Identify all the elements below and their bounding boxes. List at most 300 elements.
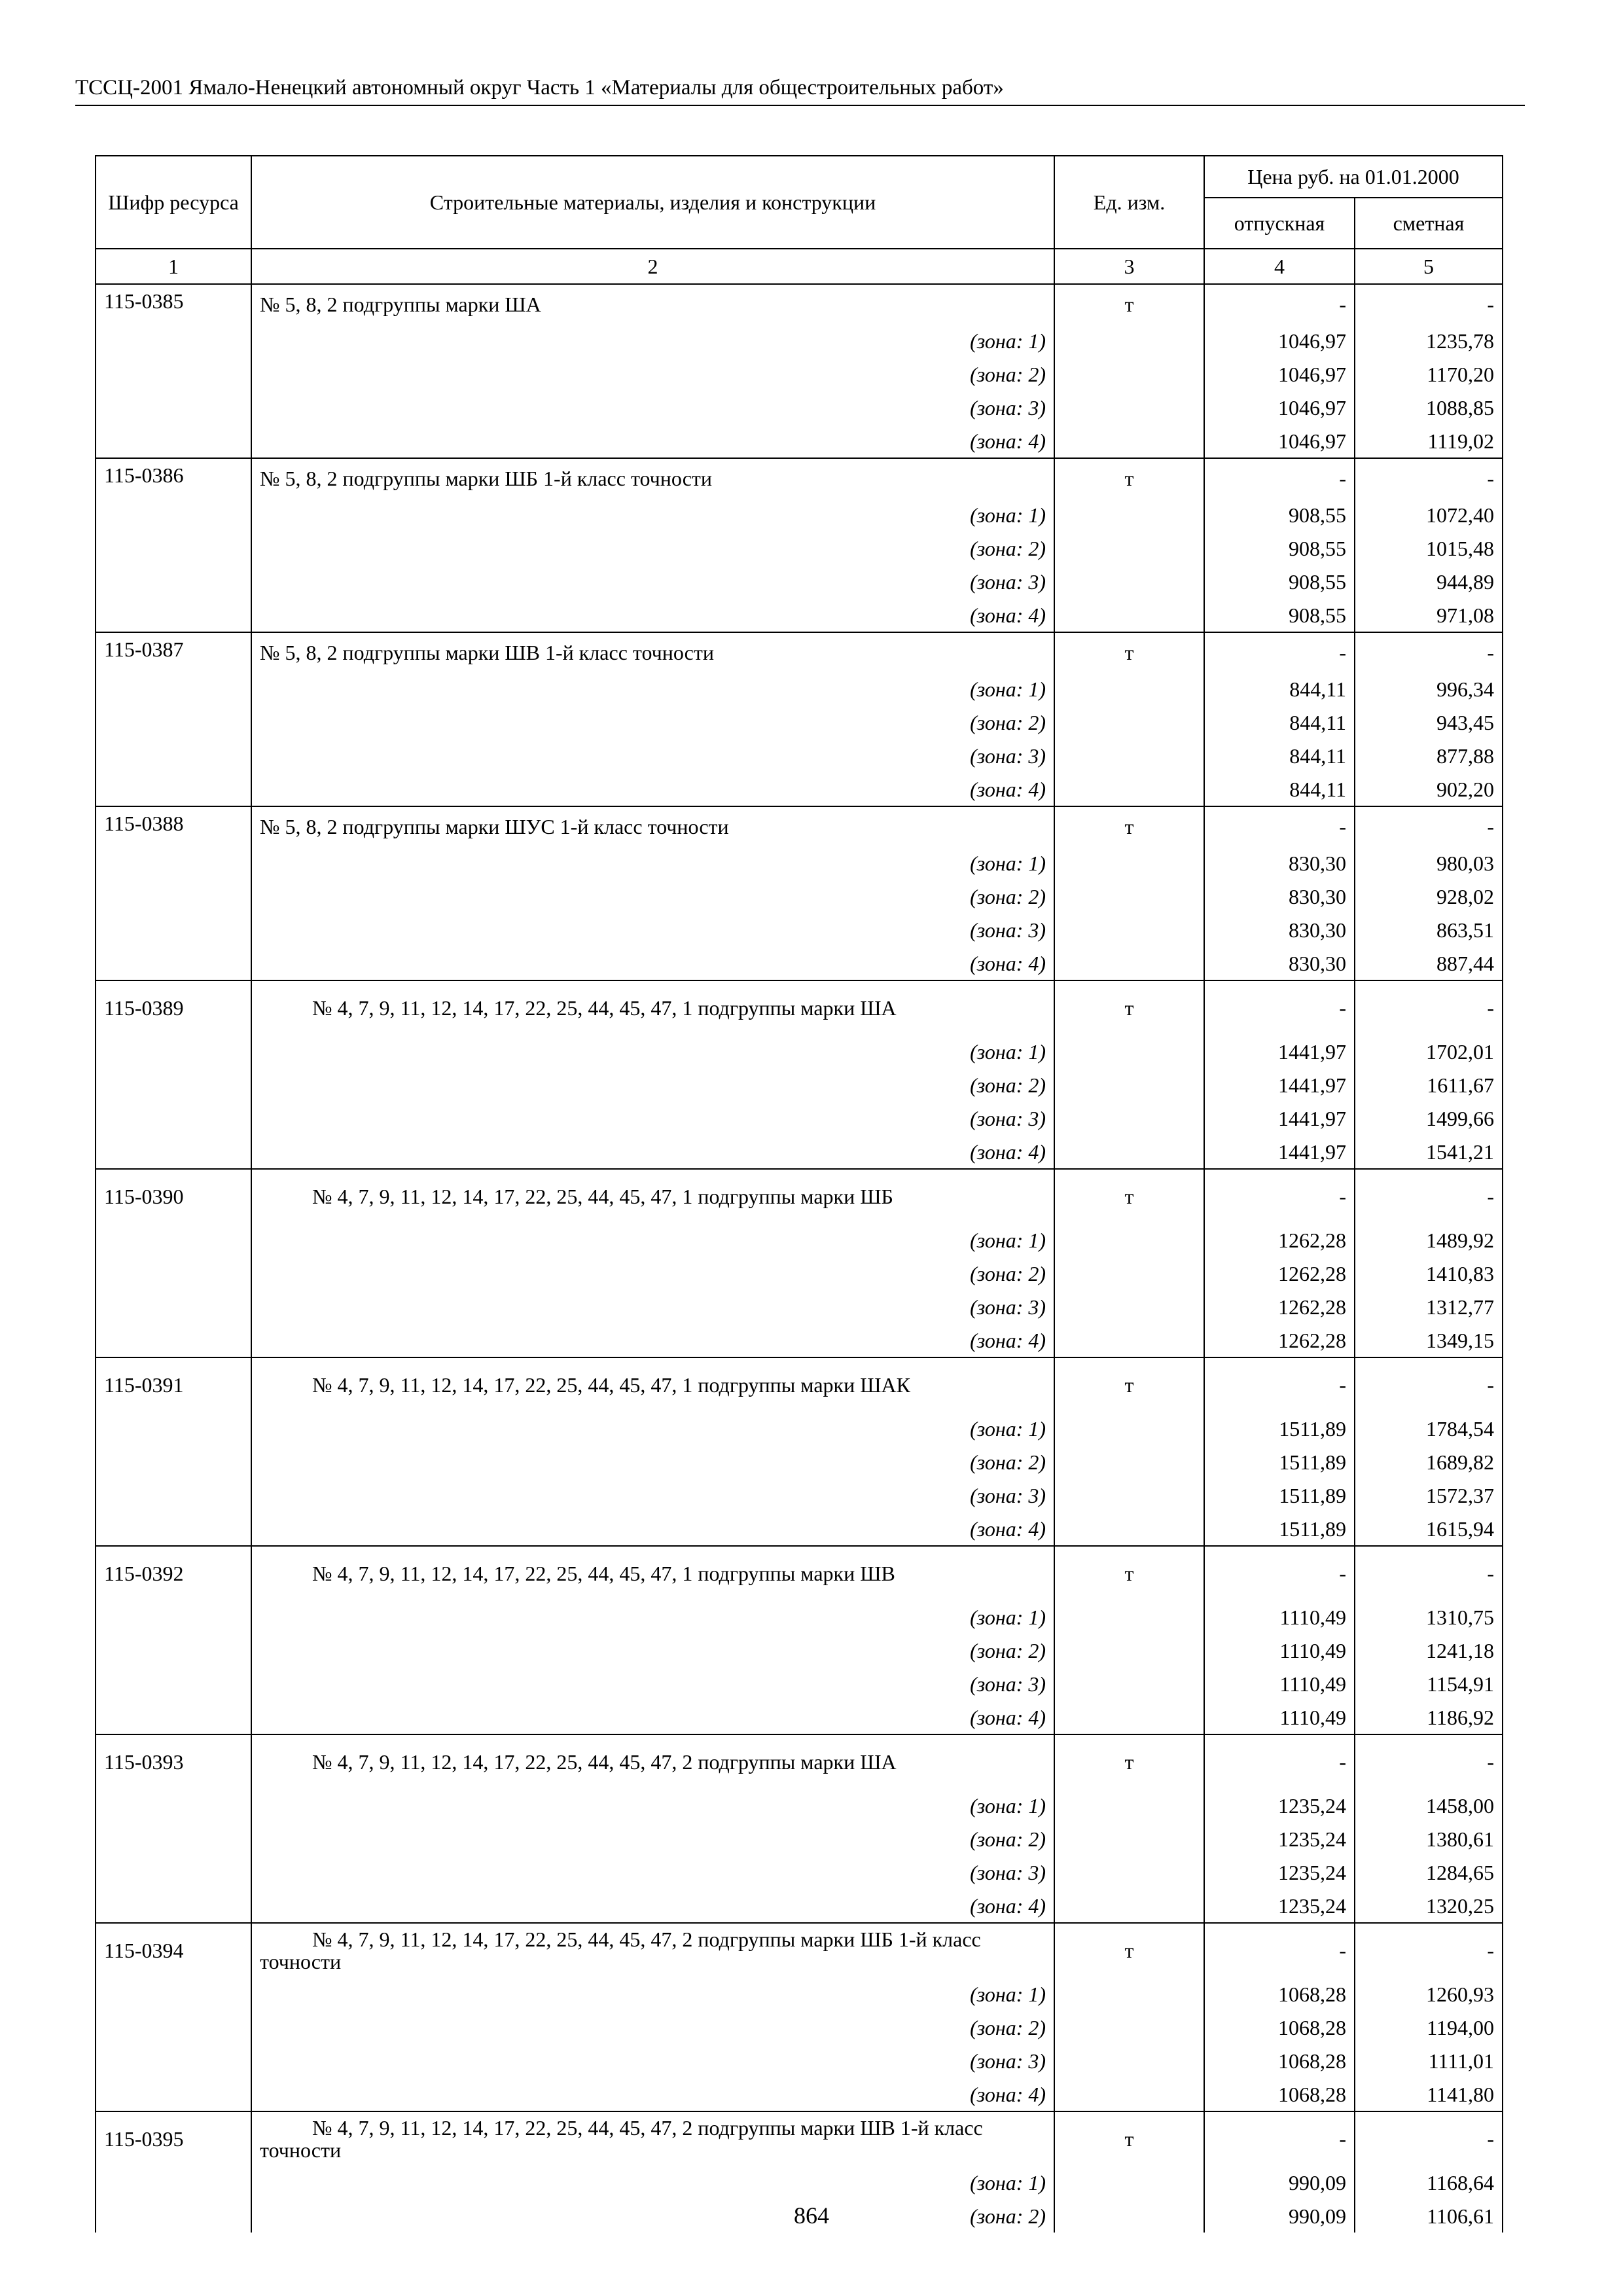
- zone-row: [96, 2166, 1503, 2199]
- empty-cell: [96, 1445, 251, 1479]
- empty-cell: [96, 672, 251, 706]
- empty-cell: [96, 531, 251, 565]
- zone-row: [96, 1257, 1503, 1290]
- material-name: № 4, 7, 9, 11, 12, 14, 17, 22, 25, 44, 45, 47, 2 подгруппы марки ШВ 1-й класс точности: [251, 2111, 1054, 2166]
- zone-label: (зона: 1): [251, 2166, 1054, 2199]
- estimate-price: 902,20: [1355, 772, 1503, 806]
- empty-cell: [96, 1889, 251, 1923]
- estimate-price: 1320,25: [1355, 1889, 1503, 1923]
- zone-label: (зона: 1): [251, 1412, 1054, 1445]
- release-price: 1110,49: [1204, 1634, 1355, 1667]
- release-price: 830,30: [1204, 946, 1355, 980]
- estimate-price: 928,02: [1355, 880, 1503, 913]
- release-price: 990,09: [1204, 2199, 1355, 2233]
- empty-cell: [1054, 498, 1204, 531]
- empty-cell: [1054, 880, 1204, 913]
- zone-label: (зона: 2): [251, 706, 1054, 739]
- empty-cell: [1054, 1223, 1204, 1257]
- resource-code: 115-0392: [96, 1546, 251, 1600]
- empty-cell: [96, 1600, 251, 1634]
- estimate-price: 1541,21: [1355, 1135, 1503, 1169]
- zone-label: (зона: 2): [251, 1445, 1054, 1479]
- estimate-price: 980,03: [1355, 846, 1503, 880]
- zone-row: [96, 946, 1503, 980]
- column-number: 1: [96, 249, 251, 284]
- estimate-price: 971,08: [1355, 598, 1503, 632]
- empty-cell: [96, 1323, 251, 1357]
- empty-cell: [1054, 1789, 1204, 1822]
- release-price: 1235,24: [1204, 1856, 1355, 1889]
- empty-cell: [1054, 1634, 1204, 1667]
- estimate-price: -: [1355, 632, 1503, 672]
- estimate-price: 1458,00: [1355, 1789, 1503, 1822]
- empty-cell: [1054, 1290, 1204, 1323]
- empty-cell: [1054, 1856, 1204, 1889]
- header-rule: [75, 105, 1525, 106]
- zone-row: [96, 1412, 1503, 1445]
- release-price: -: [1204, 2111, 1355, 2166]
- unit-cell: т: [1054, 284, 1204, 324]
- release-price: 908,55: [1204, 565, 1355, 598]
- empty-cell: [1054, 1667, 1204, 1700]
- empty-cell: [1054, 1445, 1204, 1479]
- page-header: ТССЦ-2001 Ямало-Ненецкий автономный округ Часть 1 «Материалы для общестроительных работ»: [75, 76, 1004, 99]
- zone-label: (зона: 4): [251, 2077, 1054, 2111]
- zone-label: (зона: 3): [251, 913, 1054, 946]
- estimate-price: 863,51: [1355, 913, 1503, 946]
- zone-label: (зона: 4): [251, 1135, 1054, 1169]
- empty-cell: [1054, 424, 1204, 458]
- release-price: -: [1204, 1169, 1355, 1223]
- release-price: 1262,28: [1204, 1323, 1355, 1357]
- empty-cell: [1054, 1479, 1204, 1512]
- empty-cell: [96, 565, 251, 598]
- resource-code: 115-0389: [96, 980, 251, 1035]
- zone-row: [96, 531, 1503, 565]
- empty-cell: [1054, 2044, 1204, 2077]
- zone-label: (зона: 3): [251, 565, 1054, 598]
- empty-cell: [1054, 706, 1204, 739]
- estimate-price: 1689,82: [1355, 1445, 1503, 1479]
- zone-row: [96, 1035, 1503, 1068]
- empty-cell: [1054, 1700, 1204, 1734]
- estimate-price: 1168,64: [1355, 2166, 1503, 2199]
- zone-row: [96, 913, 1503, 946]
- estimate-price: -: [1355, 284, 1503, 324]
- estimate-price: 877,88: [1355, 739, 1503, 772]
- unit-cell: т: [1054, 632, 1204, 672]
- empty-cell: [96, 913, 251, 946]
- zone-row: [96, 772, 1503, 806]
- zone-row: [96, 1223, 1503, 1257]
- empty-cell: [96, 846, 251, 880]
- resource-code: 115-0385: [96, 284, 251, 324]
- estimate-price: 1072,40: [1355, 498, 1503, 531]
- empty-cell: [1054, 846, 1204, 880]
- zone-row: [96, 324, 1503, 357]
- resource-code: 115-0390: [96, 1169, 251, 1223]
- empty-cell: [96, 706, 251, 739]
- estimate-price: 1784,54: [1355, 1412, 1503, 1445]
- estimate-price: 1119,02: [1355, 424, 1503, 458]
- release-price: 1068,28: [1204, 2011, 1355, 2044]
- column-number: 3: [1054, 249, 1204, 284]
- zone-label: (зона: 3): [251, 1856, 1054, 1889]
- empty-cell: [1054, 598, 1204, 632]
- material-name: № 4, 7, 9, 11, 12, 14, 17, 22, 25, 44, 45, 47, 2 подгруппы марки ШБ 1-й класс точности: [251, 1923, 1054, 1977]
- empty-cell: [96, 772, 251, 806]
- release-price: 908,55: [1204, 531, 1355, 565]
- table-row: [96, 1546, 1503, 1600]
- estimate-price: 1312,77: [1355, 1290, 1503, 1323]
- empty-cell: [1054, 672, 1204, 706]
- release-price: 830,30: [1204, 913, 1355, 946]
- unit-cell: т: [1054, 1357, 1204, 1412]
- release-price: 1511,89: [1204, 1479, 1355, 1512]
- zone-label: (зона: 3): [251, 1479, 1054, 1512]
- zone-label: (зона: 2): [251, 1257, 1054, 1290]
- zone-row: [96, 739, 1503, 772]
- estimate-price: 1088,85: [1355, 391, 1503, 424]
- table-row: [96, 1734, 1503, 1789]
- estimate-price: 1410,83: [1355, 1257, 1503, 1290]
- empty-cell: [1054, 1102, 1204, 1135]
- zone-row: [96, 2011, 1503, 2044]
- estimate-price: 1499,66: [1355, 1102, 1503, 1135]
- table-row: [96, 980, 1503, 1035]
- zone-row: [96, 357, 1503, 391]
- table-row: [96, 1357, 1503, 1412]
- table-row: [96, 1923, 1503, 1977]
- release-price: -: [1204, 806, 1355, 846]
- empty-cell: [96, 880, 251, 913]
- release-price: 1110,49: [1204, 1667, 1355, 1700]
- zone-label: (зона: 4): [251, 598, 1054, 632]
- estimate-price: -: [1355, 1734, 1503, 1789]
- estimate-price: -: [1355, 2111, 1503, 2166]
- release-price: 908,55: [1204, 498, 1355, 531]
- zone-row: [96, 880, 1503, 913]
- empty-cell: [1054, 565, 1204, 598]
- release-price: -: [1204, 1357, 1355, 1412]
- resource-code: 115-0395: [96, 2111, 251, 2166]
- zone-label: (зона: 1): [251, 324, 1054, 357]
- unit-cell: т: [1054, 806, 1204, 846]
- empty-cell: [96, 357, 251, 391]
- release-price: 1441,97: [1204, 1135, 1355, 1169]
- table-row: [96, 1169, 1503, 1223]
- estimate-price: 887,44: [1355, 946, 1503, 980]
- zone-row: [96, 565, 1503, 598]
- zone-label: (зона: 2): [251, 531, 1054, 565]
- header-unit: Ед. изм.: [1054, 156, 1204, 249]
- release-price: 1046,97: [1204, 391, 1355, 424]
- estimate-price: 1611,67: [1355, 1068, 1503, 1102]
- estimate-price: 943,45: [1355, 706, 1503, 739]
- release-price: 1235,24: [1204, 1822, 1355, 1856]
- resource-code: 115-0386: [96, 458, 251, 498]
- resource-code: 115-0388: [96, 806, 251, 846]
- table-row: [96, 632, 1503, 672]
- empty-cell: [96, 1412, 251, 1445]
- release-price: 1262,28: [1204, 1257, 1355, 1290]
- column-number: 2: [251, 249, 1054, 284]
- zone-row: [96, 1135, 1503, 1169]
- estimate-price: 944,89: [1355, 565, 1503, 598]
- column-number: 5: [1355, 249, 1503, 284]
- resource-code: 115-0391: [96, 1357, 251, 1412]
- estimate-price: -: [1355, 1357, 1503, 1412]
- estimate-price: 1349,15: [1355, 1323, 1503, 1357]
- unit-cell: т: [1054, 1546, 1204, 1600]
- estimate-price: 1380,61: [1355, 1822, 1503, 1856]
- empty-cell: [96, 1135, 251, 1169]
- zone-label: (зона: 2): [251, 1822, 1054, 1856]
- estimate-price: 1141,80: [1355, 2077, 1503, 2111]
- material-name: № 4, 7, 9, 11, 12, 14, 17, 22, 25, 44, 45, 47, 1 подгруппы марки ШАК: [251, 1357, 1054, 1412]
- zone-row: [96, 1667, 1503, 1700]
- zone-row: [96, 424, 1503, 458]
- zone-label: (зона: 4): [251, 772, 1054, 806]
- release-price: -: [1204, 632, 1355, 672]
- unit-cell: т: [1054, 458, 1204, 498]
- release-price: 1262,28: [1204, 1290, 1355, 1323]
- empty-cell: [96, 2011, 251, 2044]
- empty-cell: [1054, 1412, 1204, 1445]
- zone-label: (зона: 2): [251, 2199, 1054, 2233]
- zone-row: [96, 846, 1503, 880]
- unit-cell: т: [1054, 980, 1204, 1035]
- empty-cell: [96, 598, 251, 632]
- zone-row: [96, 1600, 1503, 1634]
- empty-cell: [1054, 391, 1204, 424]
- zone-row: [96, 1634, 1503, 1667]
- empty-cell: [1054, 946, 1204, 980]
- estimate-price: 1310,75: [1355, 1600, 1503, 1634]
- resource-code: 115-0387: [96, 632, 251, 672]
- zone-row: [96, 2044, 1503, 2077]
- header-price-group: Цена руб. на 01.01.2000: [1204, 156, 1503, 198]
- empty-cell: [96, 2077, 251, 2111]
- empty-cell: [96, 1102, 251, 1135]
- release-price: 1511,89: [1204, 1445, 1355, 1479]
- material-name: № 4, 7, 9, 11, 12, 14, 17, 22, 25, 44, 45, 47, 1 подгруппы марки ШВ: [251, 1546, 1054, 1600]
- zone-label: (зона: 1): [251, 498, 1054, 531]
- estimate-price: 1284,65: [1355, 1856, 1503, 1889]
- material-name: № 5, 8, 2 подгруппы марки ШВ 1-й класс точности: [251, 632, 1054, 672]
- empty-cell: [1054, 1068, 1204, 1102]
- unit-cell: т: [1054, 1923, 1204, 1977]
- zone-label: (зона: 4): [251, 1512, 1054, 1546]
- material-name: № 4, 7, 9, 11, 12, 14, 17, 22, 25, 44, 45, 47, 2 подгруппы марки ША: [251, 1734, 1054, 1789]
- estimate-price: -: [1355, 980, 1503, 1035]
- empty-cell: [96, 424, 251, 458]
- unit-cell: т: [1054, 2111, 1204, 2166]
- empty-cell: [1054, 913, 1204, 946]
- empty-cell: [96, 1257, 251, 1290]
- unit-cell: т: [1054, 1169, 1204, 1223]
- zone-label: (зона: 1): [251, 1223, 1054, 1257]
- empty-cell: [96, 1223, 251, 1257]
- estimate-price: 1241,18: [1355, 1634, 1503, 1667]
- zone-row: [96, 1789, 1503, 1822]
- zone-label: (зона: 4): [251, 424, 1054, 458]
- estimate-price: 1702,01: [1355, 1035, 1503, 1068]
- empty-cell: [96, 1667, 251, 1700]
- estimate-price: 1170,20: [1355, 357, 1503, 391]
- zone-label: (зона: 4): [251, 1323, 1054, 1357]
- empty-cell: [1054, 357, 1204, 391]
- release-price: 1441,97: [1204, 1102, 1355, 1135]
- zone-row: [96, 1700, 1503, 1734]
- empty-cell: [96, 1479, 251, 1512]
- table-body: [96, 284, 1503, 2233]
- release-price: 990,09: [1204, 2166, 1355, 2199]
- table-row: [96, 2111, 1503, 2166]
- empty-cell: [96, 1035, 251, 1068]
- zone-row: [96, 1512, 1503, 1546]
- release-price: -: [1204, 1546, 1355, 1600]
- empty-cell: [96, 1822, 251, 1856]
- estimate-price: 1572,37: [1355, 1479, 1503, 1512]
- empty-cell: [96, 324, 251, 357]
- empty-cell: [96, 1977, 251, 2011]
- zone-label: (зона: 1): [251, 846, 1054, 880]
- estimate-price: 1489,92: [1355, 1223, 1503, 1257]
- empty-cell: [1054, 324, 1204, 357]
- empty-cell: [1054, 1257, 1204, 1290]
- zone-label: (зона: 3): [251, 2044, 1054, 2077]
- zone-label: (зона: 3): [251, 1290, 1054, 1323]
- empty-cell: [1054, 1889, 1204, 1923]
- estimate-price: 1186,92: [1355, 1700, 1503, 1734]
- empty-cell: [1054, 1135, 1204, 1169]
- material-name: № 5, 8, 2 подгруппы марки ША: [251, 284, 1054, 324]
- release-price: 1046,97: [1204, 357, 1355, 391]
- zone-label: (зона: 1): [251, 1977, 1054, 2011]
- empty-cell: [1054, 1512, 1204, 1546]
- estimate-price: 1260,93: [1355, 1977, 1503, 2011]
- zone-label: (зона: 4): [251, 1700, 1054, 1734]
- empty-cell: [96, 1634, 251, 1667]
- zone-row: [96, 498, 1503, 531]
- zone-row: [96, 1889, 1503, 1923]
- release-price: 1441,97: [1204, 1068, 1355, 1102]
- zone-row: [96, 1445, 1503, 1479]
- estimate-price: 996,34: [1355, 672, 1503, 706]
- zone-row: [96, 1102, 1503, 1135]
- zone-label: (зона: 4): [251, 946, 1054, 980]
- price-table: [95, 155, 1503, 2233]
- zone-row: [96, 1479, 1503, 1512]
- estimate-price: 1106,61: [1355, 2199, 1503, 2233]
- zone-row: [96, 1822, 1503, 1856]
- zone-label: (зона: 1): [251, 1035, 1054, 1068]
- zone-label: (зона: 4): [251, 1889, 1054, 1923]
- estimate-price: 1154,91: [1355, 1667, 1503, 1700]
- zone-row: [96, 598, 1503, 632]
- material-name: № 4, 7, 9, 11, 12, 14, 17, 22, 25, 44, 45, 47, 1 подгруппы марки ША: [251, 980, 1054, 1035]
- empty-cell: [96, 1700, 251, 1734]
- zone-row: [96, 1068, 1503, 1102]
- material-name: № 4, 7, 9, 11, 12, 14, 17, 22, 25, 44, 45, 47, 1 подгруппы марки ШБ: [251, 1169, 1054, 1223]
- empty-cell: [1054, 2077, 1204, 2111]
- table-row: [96, 284, 1503, 324]
- empty-cell: [1054, 2011, 1204, 2044]
- release-price: -: [1204, 1734, 1355, 1789]
- empty-cell: [1054, 1600, 1204, 1634]
- estimate-price: -: [1355, 1546, 1503, 1600]
- estimate-price: 1111,01: [1355, 2044, 1503, 2077]
- release-price: -: [1204, 1923, 1355, 1977]
- empty-cell: [1054, 739, 1204, 772]
- zone-label: (зона: 2): [251, 357, 1054, 391]
- zone-row: [96, 1323, 1503, 1357]
- release-price: 844,11: [1204, 706, 1355, 739]
- empty-cell: [1054, 1323, 1204, 1357]
- estimate-price: -: [1355, 1169, 1503, 1223]
- release-price: 1068,28: [1204, 2044, 1355, 2077]
- zone-row: [96, 1856, 1503, 1889]
- release-price: 1511,89: [1204, 1412, 1355, 1445]
- release-price: -: [1204, 980, 1355, 1035]
- empty-cell: [96, 1068, 251, 1102]
- release-price: 844,11: [1204, 672, 1355, 706]
- release-price: 1511,89: [1204, 1512, 1355, 1546]
- zone-label: (зона: 3): [251, 1102, 1054, 1135]
- estimate-price: 1015,48: [1355, 531, 1503, 565]
- material-name: № 5, 8, 2 подгруппы марки ШБ 1-й класс точности: [251, 458, 1054, 498]
- zone-row: [96, 2077, 1503, 2111]
- empty-cell: [96, 739, 251, 772]
- release-price: 1068,28: [1204, 1977, 1355, 2011]
- release-price: 1441,97: [1204, 1035, 1355, 1068]
- release-price: 1046,97: [1204, 324, 1355, 357]
- release-price: 908,55: [1204, 598, 1355, 632]
- zone-label: (зона: 3): [251, 739, 1054, 772]
- empty-cell: [96, 1856, 251, 1889]
- release-price: 1068,28: [1204, 2077, 1355, 2111]
- header-name: Строительные материалы, изделия и конструкции: [251, 156, 1054, 249]
- empty-cell: [96, 2044, 251, 2077]
- zone-label: (зона: 1): [251, 672, 1054, 706]
- empty-cell: [96, 2166, 251, 2199]
- empty-cell: [1054, 2166, 1204, 2199]
- zone-row: [96, 391, 1503, 424]
- release-price: 844,11: [1204, 739, 1355, 772]
- page-number: 864: [794, 2202, 829, 2229]
- empty-cell: [96, 1512, 251, 1546]
- release-price: 830,30: [1204, 846, 1355, 880]
- empty-cell: [1054, 1977, 1204, 2011]
- release-price: 1110,49: [1204, 1700, 1355, 1734]
- estimate-price: -: [1355, 1923, 1503, 1977]
- header-estimate-price: сметная: [1355, 198, 1503, 249]
- unit-cell: т: [1054, 1734, 1204, 1789]
- header-release-price: отпускная: [1204, 198, 1355, 249]
- estimate-price: 1615,94: [1355, 1512, 1503, 1546]
- zone-label: (зона: 1): [251, 1789, 1054, 1822]
- empty-cell: [96, 1789, 251, 1822]
- empty-cell: [1054, 1822, 1204, 1856]
- release-price: -: [1204, 284, 1355, 324]
- empty-cell: [1054, 1035, 1204, 1068]
- resource-code: 115-0394: [96, 1923, 251, 1977]
- empty-cell: [1054, 531, 1204, 565]
- release-price: 830,30: [1204, 880, 1355, 913]
- table-header: [96, 156, 1503, 284]
- table-row: [96, 458, 1503, 498]
